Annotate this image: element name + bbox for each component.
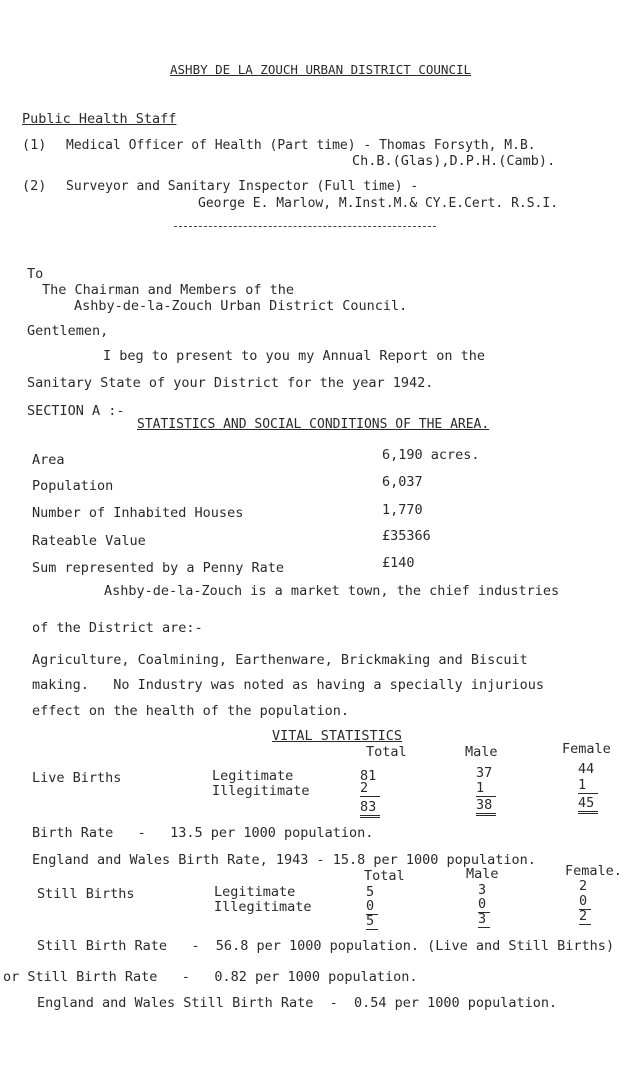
intro-line: Sanitary State of your District for the year 1942. [27, 375, 434, 391]
industries-line: Ashby-de-la-Zouch is a market town, the chief industries [104, 583, 560, 599]
divider [174, 226, 436, 227]
still-birth-rate: Still Birth Rate - 56.8 per 1000 population. (Live and Still Births) [37, 938, 615, 954]
section-label: SECTION A :- [27, 403, 125, 419]
fact-value: £35366 [382, 528, 431, 544]
table-cell: 2 [579, 878, 588, 894]
table-cell: 0 [366, 900, 378, 915]
fact-value: £140 [382, 555, 415, 571]
row-label: Illegitimate [214, 899, 312, 915]
table-cell: 1 [476, 782, 496, 797]
table-cell-sum: 3 [478, 913, 490, 928]
column-header-total: Total [366, 744, 407, 760]
salutation: Gentlemen, [27, 323, 109, 339]
still-birth-rate-alt: or Still Birth Rate - 0.82 per 1000 population. [3, 969, 418, 985]
fact-value: 6,190 acres. [382, 447, 480, 463]
staff-item-text: Surveyor and Sanitary Inspector (Full time) - [66, 179, 419, 194]
table-cell-sum: 5 [366, 915, 378, 930]
fact-value: 6,037 [382, 474, 423, 490]
address-to: To [27, 266, 44, 282]
table-cell-sum: 2 [579, 910, 591, 925]
fact-label: Population [32, 478, 114, 494]
table-cell: 3 [478, 882, 487, 898]
industries-line: of the District are:- [32, 620, 203, 636]
birth-rate: Birth Rate - 13.5 per 1000 population. [32, 825, 374, 841]
live-births-label: Live Births [32, 770, 122, 786]
section-title: STATISTICS AND SOCIAL CONDITIONS OF THE AREA. [137, 417, 490, 432]
column-header-female: Female [562, 741, 611, 757]
column-header-female: Female. [565, 863, 622, 879]
industries-line: effect on the health of the population. [32, 703, 349, 719]
address-line: The Chairman and Members of the [42, 282, 294, 298]
table-cell: 2 [360, 782, 380, 797]
row-label: Legitimate [212, 768, 294, 784]
staff-item-number: (1) [22, 137, 47, 153]
england-still-birth-rate: England and Wales Still Birth Rate - 0.54 per 1000 population. [37, 995, 558, 1011]
table-cell: 37 [476, 765, 493, 781]
council-header: ASHBY DE LA ZOUCH URBAN DISTRICT COUNCIL [170, 62, 472, 77]
fact-label: Area [32, 452, 65, 468]
address-line: Ashby-de-la-Zouch Urban District Council. [74, 298, 408, 314]
staff-item-qualifications: George E. Marlow, M.Inst.M.& CY.E.Cert. R.S.I. [198, 196, 559, 211]
table-cell-sum: 38 [476, 799, 496, 816]
column-header-male: Male [466, 866, 499, 882]
table-cell-sum: 45 [578, 797, 598, 814]
fact-value: 1,770 [382, 502, 423, 518]
industries-line: Agriculture, Coalmining, Earthenware, Brickmaking and Biscuit [32, 652, 528, 668]
table-cell: 0 [478, 898, 490, 913]
table-cell-sum: 83 [360, 801, 380, 818]
table-cell: 81 [360, 768, 377, 784]
fact-label: Sum represented by a Penny Rate [32, 560, 284, 576]
intro-line: I beg to present to you my Annual Report on the [103, 348, 486, 364]
staff-item-number: (2) [22, 178, 47, 194]
table-cell: 1 [578, 779, 598, 794]
staff-heading: Public Health Staff [22, 111, 177, 127]
row-label: Illegitimate [212, 783, 310, 799]
table-cell: 0 [579, 895, 591, 910]
table-cell: 5 [366, 884, 375, 900]
staff-item-text: Medical Officer of Health (Part time) - Thomas Forsyth, M.B. [66, 138, 536, 153]
fact-label: Number of Inhabited Houses [32, 505, 244, 521]
staff-item-qualifications: Ch.B.(Glas),D.P.H.(Camb). [352, 153, 556, 169]
still-births-label: Still Births [37, 886, 135, 902]
column-header-total: Total [364, 868, 405, 884]
column-header-male: Male [465, 744, 498, 760]
table-cell: 44 [578, 761, 595, 777]
england-birth-rate: England and Wales Birth Rate, 1943 - 15.8 per 1000 population. [32, 852, 536, 868]
industries-line: making. No Industry was noted as having a specially injurious [32, 677, 545, 693]
vital-statistics-title: VITAL STATISTICS [272, 728, 403, 744]
fact-label: Rateable Value [32, 533, 146, 549]
row-label: Legitimate [214, 884, 296, 900]
